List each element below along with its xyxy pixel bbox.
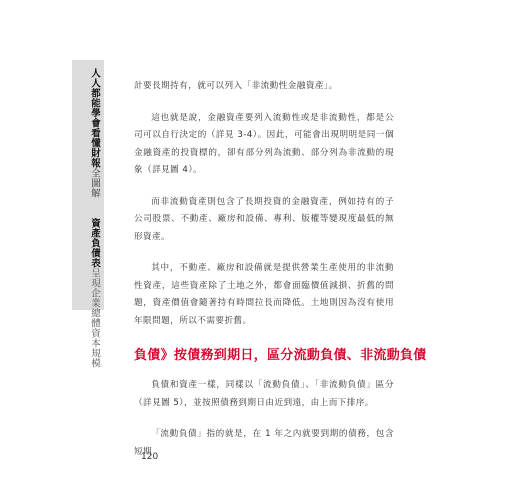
paragraph: 這也就是說，金融資產要列入流動性或是非流動性，都是公司可以自行決定的（詳見 3-4）。因此，可能會出現明明是同一個金融資產的投資標的，卻有部分列為流動、部分列為非流動的現象（詳見圖 4）。 [134,112,394,175]
page-number: 120 [141,452,159,462]
paragraph: 而非流動資產則包含了長期投資的金融資產，例如持有的子公司股票、不動產、廠房和設備、專利、版權等變現度最低的無形資產。 [134,196,394,242]
book-title-suffix: 全圖解 [89,168,100,198]
side-tab-text [72,60,104,368]
book-title: 人人都能學會看懂財報 [89,68,100,168]
paragraph: 負債和資產一樣，同樣以「流動負債」、「非流動負債」區分（詳見圖 5），並按照債務到期日由近到遠，由上而下排序。 [134,380,394,408]
chapter-subtitle: 呈現企業總體資本規模 [89,268,100,368]
page-body [134,78,427,475]
chapter-title: 資產負債表 [89,218,100,268]
paragraph: 其中，不動產、廠房和設備就是提供營業生產使用的非流動性資產，這些資產除了土地之外，都會面臨價值減損、折舊的問題，資產價值會隨著持有時間拉長而降低。土地則因為沒有使用年限問題，所以不需要折舊。 [134,263,394,326]
paragraph: 「流動負債」指的就是，在 1 年之內就要到期的債務，包含短期 [134,429,394,457]
side-chapter-tab [72,60,104,368]
section-heading: 負債》按債務到期日，區分流動負債、非流動負債 [134,348,427,363]
paragraph-continuation: 計要長期持有，就可以列入「非流動性金融資產」。 [134,81,338,91]
